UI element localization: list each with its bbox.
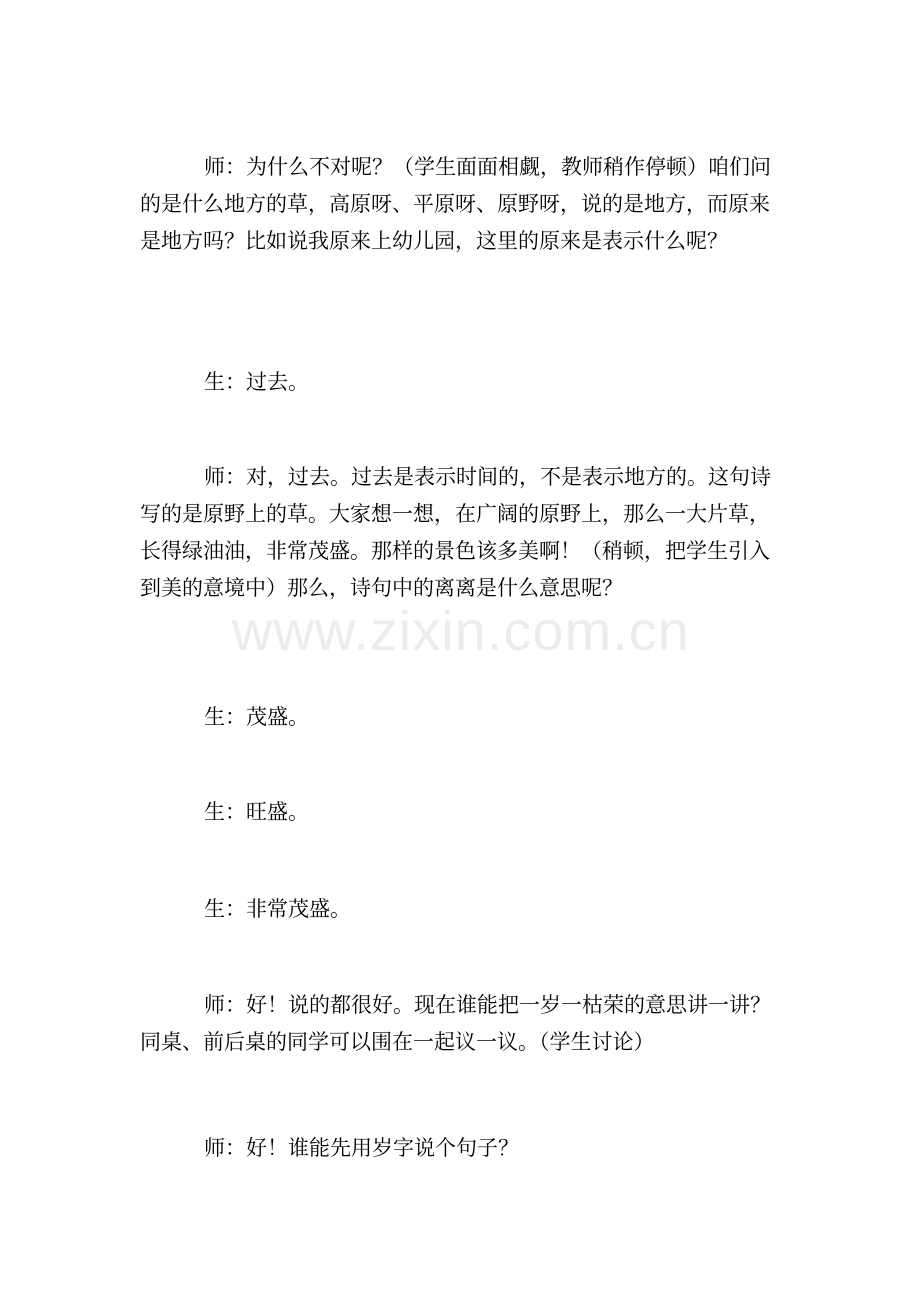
text-line: 的是什么地方的草，高原呀、平原呀、原野呀，说的是地方，而原来 xyxy=(140,192,770,216)
text-line: 生：茂盛。 xyxy=(204,705,309,729)
text-line: 生：旺盛。 xyxy=(204,800,309,824)
text-line: 师：好！说的都很好。现在谁能把一岁一枯荣的意思讲一讲？ xyxy=(204,993,771,1017)
paragraph-8 xyxy=(140,1130,780,1167)
paragraph-5 xyxy=(140,794,780,831)
text-line: 到美的意境中）那么，诗句中的离离是什么意思呢？ xyxy=(140,576,623,600)
paragraph-4 xyxy=(140,699,780,736)
text-line: 同桌、前后桌的同学可以围在一起议一议。（学生讨论） xyxy=(140,1030,655,1054)
paragraph-2 xyxy=(140,364,780,401)
text-line: 师：好！谁能先用岁字说个句子？ xyxy=(204,1136,519,1160)
paragraph-6 xyxy=(140,891,780,928)
text-line: 生：过去。 xyxy=(204,370,309,394)
text-line: 是地方吗？比如说我原来上幼儿园，这里的原来是表示什么呢？ xyxy=(140,229,728,253)
text-line: 长得绿油油，非常茂盛。那样的景色该多美啊！（稍顿，把学生引入 xyxy=(140,539,770,563)
text-line: 写的是原野上的草。大家想一想，在广阔的原野上，那么一大片草， xyxy=(140,502,770,526)
watermark: www.zixin.com.cn xyxy=(232,599,690,662)
text-line: 师：对，过去。过去是表示时间的，不是表示地方的。这句诗 xyxy=(204,465,771,489)
text-line: 生：非常茂盛。 xyxy=(204,897,351,921)
paragraph-7 xyxy=(140,987,780,1061)
text-line: 师：为什么不对呢？（学生面面相觑，教师稍作停顿）咱们问 xyxy=(204,155,771,179)
paragraph-1 xyxy=(140,149,780,260)
paragraph-3 xyxy=(140,459,780,607)
